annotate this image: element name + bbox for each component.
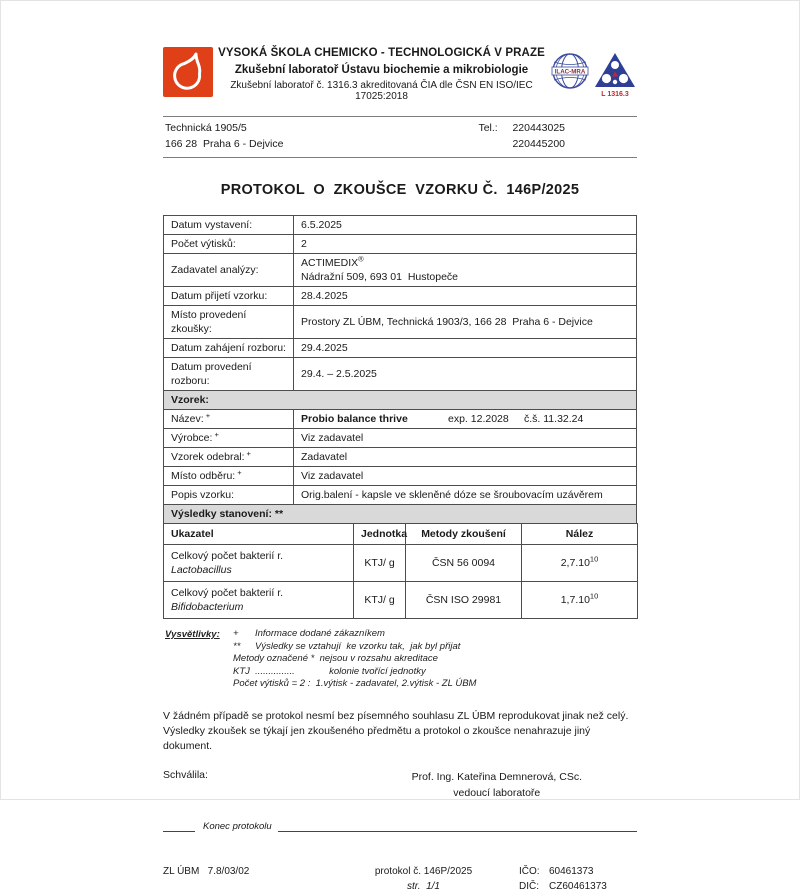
table-row	[164, 216, 637, 235]
table-row	[164, 486, 637, 505]
footnote-marker: +	[237, 467, 242, 477]
table-row	[164, 235, 637, 254]
ico-row: IČO: 60461373	[519, 865, 594, 877]
row-value	[294, 410, 637, 429]
footnote-line: + Informace dodané zákazníkem	[233, 628, 385, 639]
protocol-number: protokol č. 146P/2025	[374, 865, 473, 877]
unit-cell: KTJ/ g	[354, 545, 406, 582]
footnote-marker: +	[246, 448, 251, 458]
svg-text:ILAC-MRA: ILAC-MRA	[554, 68, 586, 76]
row-value: Zadavatel	[294, 448, 637, 467]
accreditation-line: Zkušební laboratoř č. 1316.3 akreditovaná ČIA dle ČSN EN ISO/IEC 17025:2018	[230, 80, 536, 102]
dic-row: DIČ: CZ60461373	[519, 880, 607, 892]
section-header-vysledky: Výsledky stanovení: **	[164, 505, 637, 524]
footnote-marker: +	[205, 410, 211, 420]
product-batch: č.š. 11.32.24	[524, 413, 584, 425]
address-lines	[165, 120, 283, 152]
row-value: 6.5.2025	[294, 216, 637, 235]
page-title: PROTOKOL O ZKOUŠCE VZORKU Č. 146P/2025	[220, 182, 580, 198]
method-cell: ČSN ISO 29981	[406, 582, 522, 619]
footer-ids	[519, 864, 637, 894]
row-label: Zadavatel analýzy:	[164, 254, 294, 287]
footer-doc-code: ZL ÚBM 7.8/03/02	[163, 865, 250, 877]
footnote-line: ** Výsledky se vztahují ke vzorku tak, jak byl přijat	[233, 640, 461, 652]
approver-name: Prof. Ing. Kateřina Demnerová, CSc.	[411, 770, 582, 783]
results-row	[164, 545, 638, 582]
approval-label: Schválila:	[163, 768, 208, 781]
end-label: Konec protokolu	[203, 820, 272, 832]
product-name: Probio balance thrive	[301, 413, 408, 425]
row-value: Viz zadavatel	[294, 467, 637, 486]
approver-role: vedoucí laboratoře	[453, 786, 541, 799]
column-header-metody: Metody zkoušení	[406, 524, 522, 545]
approval-block	[163, 769, 637, 801]
client-name: ACTIMEDIX	[301, 257, 359, 269]
result-cell: 1,7.10$^{10}$	[522, 582, 638, 619]
footnotes	[163, 628, 637, 691]
row-value	[294, 254, 637, 287]
header-text	[213, 45, 550, 102]
unit-cell: KTJ/ g	[354, 582, 406, 619]
species-name: Bifidobacterium	[171, 601, 244, 613]
footnotes-title: Vysvětlivky:	[165, 629, 220, 640]
column-header-jednotka: Jednotka	[354, 524, 406, 545]
row-value: 29.4.2025	[294, 339, 637, 358]
results-row	[164, 582, 638, 619]
footnote-line: Metody označené * nejsou v rozsahu akreditace	[233, 653, 438, 664]
table-row	[164, 306, 637, 339]
result-cell: 2,7.10$^{10}$	[522, 545, 638, 582]
tel-number-2: 220445200	[512, 138, 565, 150]
address-block	[163, 117, 637, 157]
cia-accreditation-icon	[593, 51, 637, 104]
row-label: Místo provedení zkoušky:	[164, 306, 294, 339]
row-label: Počet výtisků:	[164, 235, 294, 254]
end-of-protocol	[163, 821, 637, 832]
organization-name: VYSOKÁ ŠKOLA CHEMICKO - TECHNOLOGICKÁ V PRAZE	[218, 47, 545, 59]
header-divider-bottom	[163, 157, 637, 158]
row-value: 29.4. – 2.5.2025	[294, 358, 637, 391]
ilac-mra-icon	[550, 51, 590, 100]
legal-paragraph: V žádném případě se protokol nesmí bez písemného souhlasu ZL ÚBM reprodukovat jinak než celý. Výsledky zkoušek se týkají jen zkoušeného předmětu a protokol o zkoušce nenahrazuje jiný dokument.	[163, 709, 632, 752]
approver	[412, 769, 582, 801]
end-line-right	[278, 821, 637, 832]
end-line-left	[163, 821, 195, 832]
vscht-logo-icon	[163, 47, 213, 97]
footnote-line: Počet výtisků = 2 : 1.výtisk - zadavatel, 2.výtisk - ZL ÚBM	[233, 678, 477, 689]
row-value: Viz zadavatel	[294, 429, 637, 448]
footer-protocol-ref	[328, 864, 519, 894]
results-header-row	[164, 524, 638, 545]
row-label: Název: +	[164, 410, 294, 429]
page-indicator: str. 1/1	[407, 880, 440, 892]
row-label: Místo odběru: +	[164, 467, 294, 486]
info-table	[163, 215, 637, 524]
table-row	[164, 410, 637, 429]
exponent: 10	[589, 554, 599, 564]
row-label: Vzorek odebral: +	[164, 448, 294, 467]
method-cell: ČSN 56 0094	[406, 545, 522, 582]
table-row	[164, 339, 637, 358]
indicator-cell: Celkový počet bakterií r. Bifidobacterium	[164, 582, 354, 619]
table-row	[164, 287, 637, 306]
footnote-marker: +	[214, 429, 219, 439]
section-header-vzorek: Vzorek:	[164, 391, 637, 410]
row-label: Datum zahájení rozboru:	[164, 339, 294, 358]
client-address: Nádražní 509, 693 01 Hustopeče	[301, 271, 459, 283]
row-label: Popis vzorku:	[164, 486, 294, 505]
row-value: 2	[294, 235, 637, 254]
registered-trademark-symbol: ®	[358, 254, 364, 264]
cia-number-label: L 1316.3	[601, 91, 629, 98]
phone-block	[478, 120, 565, 152]
table-row	[164, 467, 637, 486]
table-row	[164, 448, 637, 467]
row-value: 28.4.2025	[294, 287, 637, 306]
column-header-nalez: Nález	[522, 524, 638, 545]
exponent: 10	[589, 591, 599, 601]
address-street: Technická 1905/5	[165, 122, 247, 134]
accreditation-logos	[550, 51, 637, 104]
row-label: Datum vystavení:	[164, 216, 294, 235]
indicator-cell: Celkový počet bakterií r. Lactobacillus	[164, 545, 354, 582]
species-name: Lactobacillus	[171, 564, 232, 576]
tel-label: Tel.:	[478, 122, 498, 134]
row-value: Orig.balení - kapsle ve skleněné dóze se šroubovacím uzávěrem	[294, 486, 637, 505]
table-row	[164, 358, 637, 391]
address-city: 166 28 Praha 6 - Dejvice	[165, 138, 284, 150]
page-footer	[163, 864, 637, 894]
column-header-ukazatel: Ukazatel	[164, 524, 354, 545]
results-table	[163, 523, 638, 619]
footnote-line: KTJ ............... kolonie tvořící jednotky	[233, 665, 426, 677]
row-label: Datum přijetí vzorku:	[164, 287, 294, 306]
product-expiry: exp. 12.2028	[448, 413, 509, 425]
laboratory-name: Zkušební laboratoř Ústavu biochemie a mikrobiologie	[234, 64, 529, 76]
tel-number-1: 220443025	[512, 122, 565, 134]
table-row	[164, 254, 637, 287]
row-value: Prostory ZL ÚBM, Technická 1903/3, 166 28 Praha 6 - Dejvice	[294, 306, 637, 339]
table-row	[164, 429, 637, 448]
row-label: Datum provedení rozboru:	[164, 358, 294, 391]
document-header	[163, 45, 637, 104]
row-label: Výrobce: +	[164, 429, 294, 448]
